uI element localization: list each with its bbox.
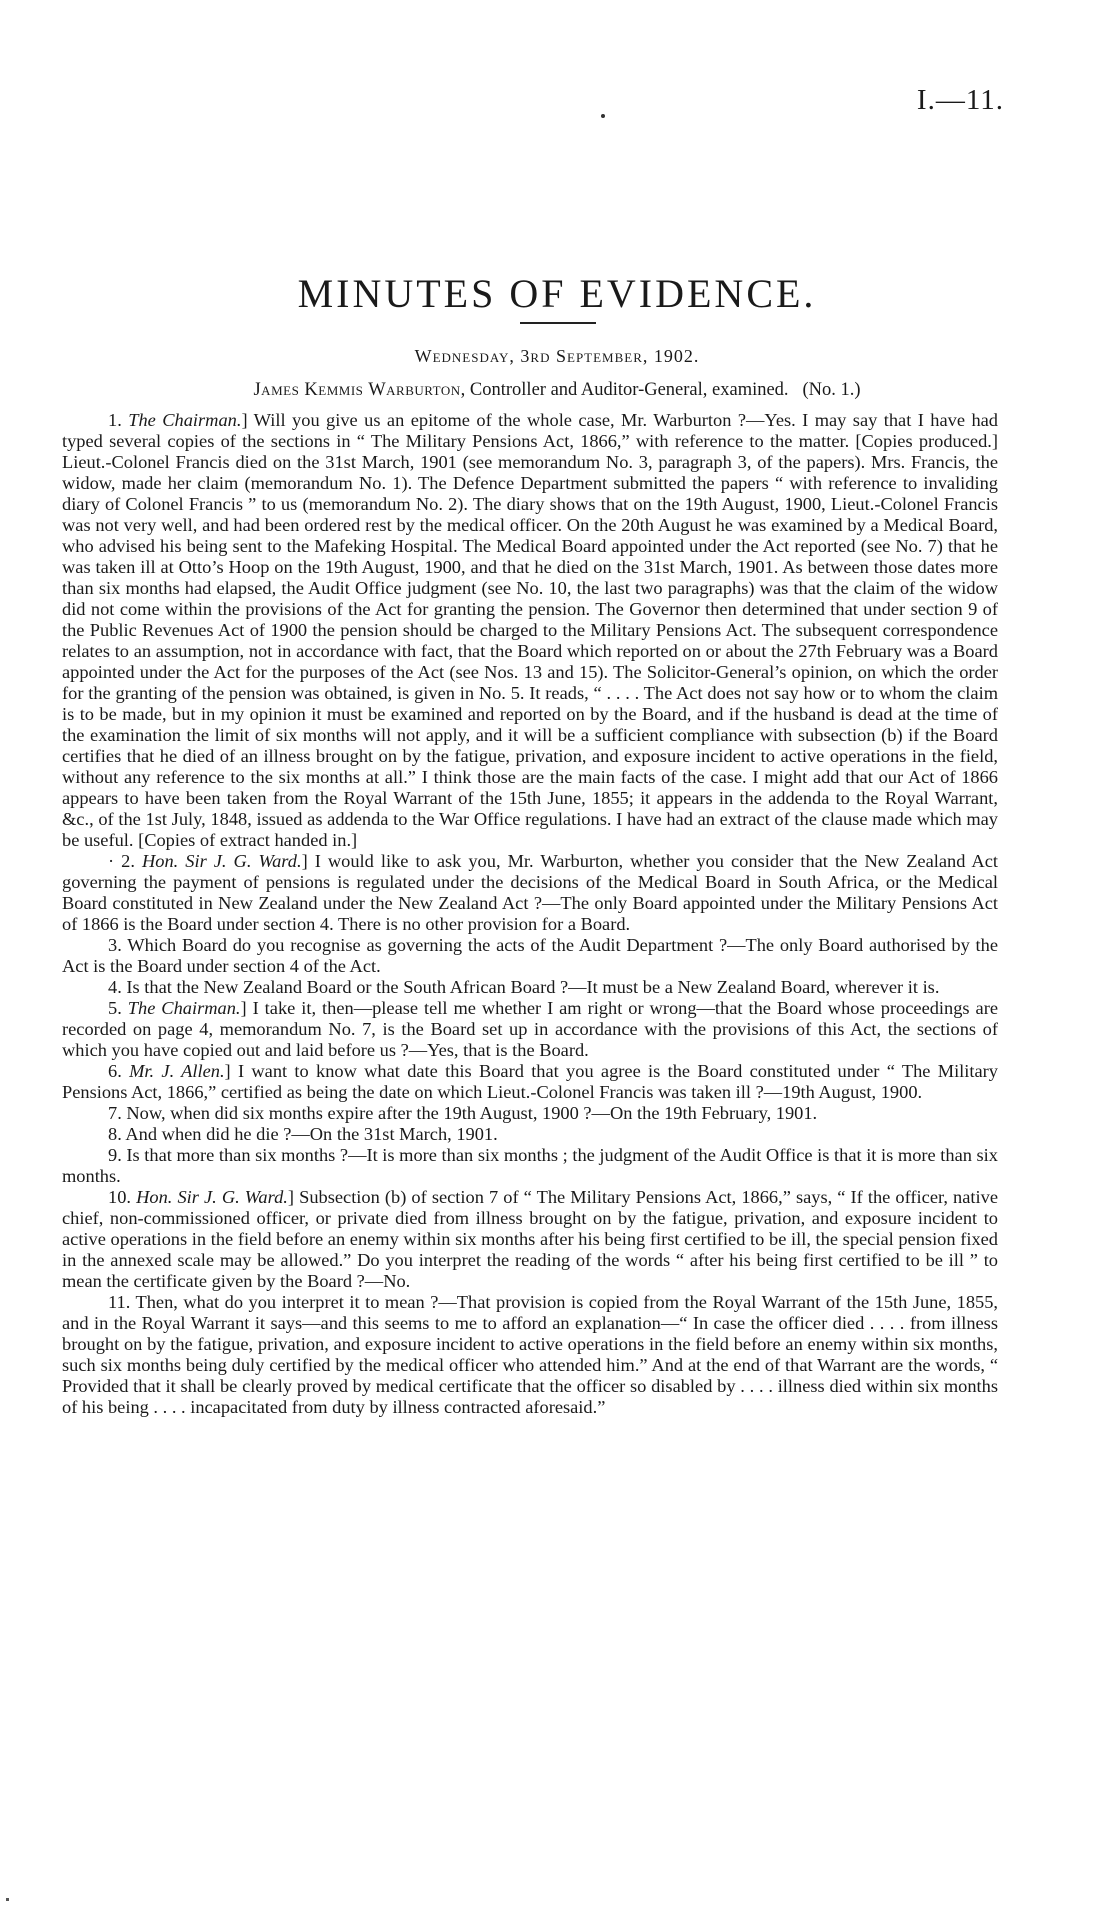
question-paragraph	[62, 1124, 998, 1145]
question-paragraph	[62, 998, 998, 1061]
question-paragraph	[62, 935, 998, 977]
question-paragraph	[62, 410, 998, 851]
paragraph-text: Now, when did six months expire after the 19th August, 1900 ?—On the 19th February, 1901.	[126, 1103, 818, 1123]
question-number: 4.	[108, 977, 122, 997]
question-number: 8.	[108, 1124, 122, 1144]
paragraph-text: ] I take it, then—please tell me whether I am right or wrong—that the Board whose proceedings are recorded on page 4, memorandum No. 7, is the Board set up in accordance with the provisions of this Act, the sections of which you have copied out and laid before us ?—Yes, that is the Board.	[62, 998, 998, 1060]
question-number: 9.	[108, 1145, 122, 1165]
paragraph-text: And when did he die ?—On the 31st March, 1901.	[125, 1124, 498, 1144]
paragraph-text: Is that more than six months ?—It is more than six months ; the judgment of the Audit Office is that it is more than six months.	[62, 1145, 998, 1186]
margin-mark	[6, 1898, 9, 1901]
date-line: Wednesday, 3rd September, 1902.	[414, 346, 700, 366]
paragraph-text: Which Board do you recognise as governing the acts of the Audit Department ?—The only Board authorised by the Act is the Board under section 4 of the Act.	[62, 935, 998, 976]
paragraph-text: ] I would like to ask you, Mr. Warburton, whether you consider that the New Zealand Act governing the payment of pensions is regulated under the decisions of the Medical Board in South Africa, or the Medical Board constituted in New Zealand under the New Zealand Act ?—The only Board appointed under the Military Pensions Act of 1866 is the Board under section 4. There is no other provision for a Board.	[62, 851, 998, 934]
document-title: MINUTES OF EVIDENCE.	[297, 271, 817, 316]
speaker-name: Hon. Sir J. G. Ward.	[136, 1187, 288, 1207]
question-number: 11.	[108, 1292, 131, 1312]
paragraph-text: Then, what do you interpret it to mean ?—That provision is copied from the Royal Warrant of the 15th June, 1855, and in the Royal Warrant it says—and this seems to me to afford an explanation—“ In case the officer died . . . . from illness brought on by the fatigue, privation, and exposure incident to active operations in the field before an enemy within six months, such six months being duly certified by the medical officer who attended him.” And at the end of that Warrant are the words, “ Provided that it shall be clearly proved by medical certificate that the officer so disabled by . . . . illness died within six months of his being . . . . incapacitated from duty by illness contracted aforesaid.”	[62, 1292, 999, 1417]
question-paragraph	[62, 977, 998, 998]
speaker-name: Mr. J. Allen.	[129, 1061, 225, 1081]
title-rule	[520, 322, 596, 324]
question-paragraph	[62, 851, 998, 935]
question-number: 6.	[108, 1061, 122, 1081]
page-reference: I.—11.	[916, 84, 1004, 116]
question-number: 1.	[108, 410, 122, 430]
speaker-name: The Chairman.	[128, 410, 242, 430]
question-paragraph	[62, 1187, 998, 1292]
ink-speck	[601, 114, 605, 118]
question-paragraph	[62, 1292, 998, 1418]
speaker-name: The Chairman.	[127, 998, 241, 1018]
question-paragraph	[62, 1061, 998, 1103]
question-number: · 2.	[108, 851, 135, 871]
question-paragraph	[62, 1103, 998, 1124]
paragraph-text: ] Will you give us an epitome of the whole case, Mr. Warburton ?—Yes. I may say that I have had typed several copies of the sections in “ The Military Pensions Act, 1866,” with reference to the matter. [Copies produced.] Lieut.-Colonel Francis died on the 31st March, 1901 (see memorandum No. 3, paragraph 3, of the papers). Mrs. Francis, the widow, made her claim (memorandum No. 1). The Defence Department submitted the papers “ with reference to invaliding diary of Colonel Francis ” to us (memorandum No. 2). The diary shows that on the 19th August, 1900, Lieut.-Colonel Francis was not very well, and had been ordered rest by the medical officer. On the 20th August he was examined by a Medical Board, who advised his being sent to the Mafeking Hospital. The Medical Board appointed under the Act reported (see No. 7) that he was taken ill at Otto’s Hoop on the 19th August, 1900, and that he died on the 31st March, 1901. As between those dates more than six months had elapsed, the Audit Office judgment (see No. 10, the last two paragraphs) was that the claim of the widow did not come within the provisions of the Act for granting the pension. The Governor then determined that under section 9 of the Public Revenues Act of 1900 the pension should be charged to the Military Pensions Act. The subsequent correspondence relates to an assumption, not in accordance with fact, that the Board which reported on or about the 27th February was a Board appointed under the Act for the purposes of the Act (see Nos. 13 and 15). The Solicitor-General’s opinion, on which the order for the granting of the pension was obtained, is given in No. 5. It reads, “ . . . . The Act does not say how or to whom the claim is to be made, but in my opinion it must be examined and reported on by the Board, and if the husband is dead at the time of the examination the limit of six months will not apply, and it will be a sufficient compliance with subsection (b) if the Board certifies that he died of an illness brought on by the fatigue, privation, and exposure incident to active operations in the field, without any reference to the six months at all.” I think those are the main facts of the case. I might add that our Act of 1866 appears to have been taken from the Royal Warrant of the 15th June, 1855; it appears in the addenda to the Royal Warrant, &c., of the 1st July, 1848, issued as addenda to the War Office regulations. I have had an extract of the clause made which may be useful. [Copies of extract handed in.]	[62, 410, 998, 850]
paragraph-text: Is that the New Zealand Board or the South African Board ?—It must be a New Zealand Board, wherever it is.	[126, 977, 940, 997]
witness-number: (No. 1.)	[802, 380, 861, 400]
paragraph-text: ] Subsection (b) of section 7 of “ The Military Pensions Act, 1866,” says, “ If the officer, native chief, non-commissioned officer, or private died from illness brought on by the fatigue, privation, and exposure incident to active operations in the field before an enemy within six months after his being first certified to be ill, the special pension fixed in the annexed scale may be allowed.” Do you interpret the reading of the words “ after his being first certified to be ill ” to mean the certificate given by the Board ?—No.	[62, 1187, 998, 1291]
question-number: 5.	[108, 998, 122, 1018]
question-paragraph	[62, 1145, 998, 1187]
witness-description: , Controller and Auditor-General, examined.	[460, 380, 789, 400]
question-number: 7.	[108, 1103, 122, 1123]
question-number: 3.	[108, 935, 122, 955]
witness-line	[0, 380, 1114, 401]
evidence-body	[62, 410, 998, 1418]
witness-name: James Kemmis Warburton	[253, 380, 461, 400]
question-number: 10.	[108, 1187, 131, 1207]
paragraph-text: ] I want to know what date this Board that you agree is the Board constituted under “ The Military Pensions Act, 1866,” certified as being the date on which Lieut.-Colonel Francis was taken ill ?—19th August, 1900.	[62, 1061, 998, 1102]
speaker-name: Hon. Sir J. G. Ward.	[141, 851, 302, 871]
